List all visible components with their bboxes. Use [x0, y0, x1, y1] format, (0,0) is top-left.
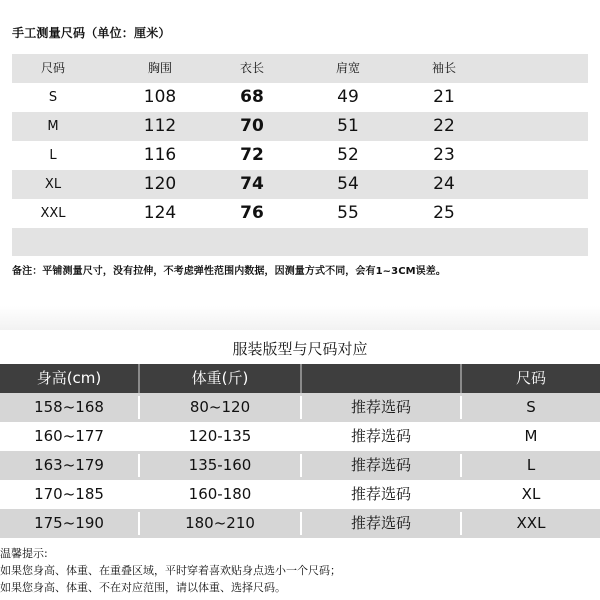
table-row [0, 480, 600, 509]
shoulder-cell: 49 [337, 87, 359, 107]
sleeve-cell: 22 [433, 116, 455, 136]
length-cell: 74 [240, 174, 264, 194]
header-length: 衣长 [239, 61, 264, 75]
size-cell: L [526, 456, 536, 474]
measure-table-header [12, 54, 588, 83]
header-sleeve: 袖长 [431, 61, 456, 75]
height-cell: 175~190 [34, 514, 104, 532]
length-cell: 76 [240, 203, 264, 223]
size-cell: M [524, 427, 538, 445]
header-weight: 体重(斤) [191, 369, 249, 387]
length-cell: 72 [240, 145, 264, 165]
height-cell: 170~185 [34, 485, 104, 503]
header-size: 尺码 [515, 369, 546, 387]
measure-table [12, 54, 588, 256]
weight-cell: 135-160 [188, 456, 252, 474]
sleeve-cell: 24 [433, 174, 455, 194]
measure-note: 备注：平铺测量尺寸，没有拉伸，不考虑弹性范围内数据，因测量方式不同，会有1~3CM误差。 [12, 266, 446, 277]
header-size: 尺码 [40, 61, 65, 75]
tips-section [0, 545, 341, 596]
tips-line: 如果您身高、体重、不在对应范围，请以体重、选择尺码。 [0, 581, 286, 594]
chest-cell: 116 [143, 145, 177, 165]
fit-table-title: 服装版型与尺码对应 [232, 340, 368, 358]
size-cell: S [48, 90, 58, 105]
size-cell: XXL [40, 206, 66, 221]
length-cell: 70 [240, 116, 264, 136]
table-row [0, 393, 600, 422]
tips-heading: 温馨提示: [0, 547, 48, 560]
header-shoulder: 肩宽 [335, 61, 360, 75]
weight-cell: 180~210 [185, 514, 255, 532]
shoulder-cell: 51 [337, 116, 359, 136]
weight-cell: 120-135 [188, 427, 252, 445]
table-row [12, 141, 588, 170]
table-row [12, 199, 588, 228]
table-row [0, 451, 600, 480]
recommend-cell: 推荐选码 [350, 514, 411, 532]
shoulder-cell: 54 [337, 174, 359, 194]
table-row [12, 83, 588, 112]
size-cell: XXL [516, 514, 546, 532]
shoulder-cell: 52 [337, 145, 359, 165]
recommend-cell: 推荐选码 [350, 485, 411, 503]
chest-cell: 108 [143, 87, 177, 107]
size-cell: L [49, 148, 57, 163]
length-cell: 68 [240, 87, 264, 107]
sleeve-cell: 25 [433, 203, 455, 223]
header-blank [302, 364, 460, 393]
size-cell: M [47, 119, 59, 134]
recommend-cell: 推荐选码 [350, 427, 411, 445]
fit-table-header [0, 364, 600, 393]
recommend-cell: 推荐选码 [350, 456, 411, 474]
tips-line: 如果您身高、体重、在重叠区域，平时穿着喜欢贴身点选小一个尺码； [0, 564, 341, 577]
recommend-cell: 推荐选码 [350, 398, 411, 416]
header-chest: 胸围 [147, 61, 172, 75]
table-row [12, 170, 588, 199]
size-cell: S [526, 398, 536, 416]
height-cell: 160~177 [34, 427, 104, 445]
measure-table-title: 手工测量尺码（单位：厘米） [12, 26, 171, 40]
size-cell: XL [521, 485, 541, 503]
height-cell: 158~168 [34, 398, 104, 416]
table-row [12, 112, 588, 141]
table-row [0, 509, 600, 538]
height-cell: 163~179 [34, 456, 104, 474]
table-footer-band [12, 228, 588, 256]
fit-table [0, 364, 600, 538]
chest-cell: 124 [143, 203, 177, 223]
section-divider [0, 306, 600, 330]
weight-cell: 160-180 [188, 485, 252, 503]
sleeve-cell: 21 [433, 87, 455, 107]
header-height: 身高(cm) [36, 369, 102, 387]
sleeve-cell: 23 [433, 145, 455, 165]
table-row [0, 422, 600, 451]
weight-cell: 80~120 [189, 398, 251, 416]
size-cell: XL [44, 177, 62, 192]
chest-cell: 120 [143, 174, 177, 194]
shoulder-cell: 55 [337, 203, 359, 223]
chest-cell: 112 [143, 116, 177, 136]
